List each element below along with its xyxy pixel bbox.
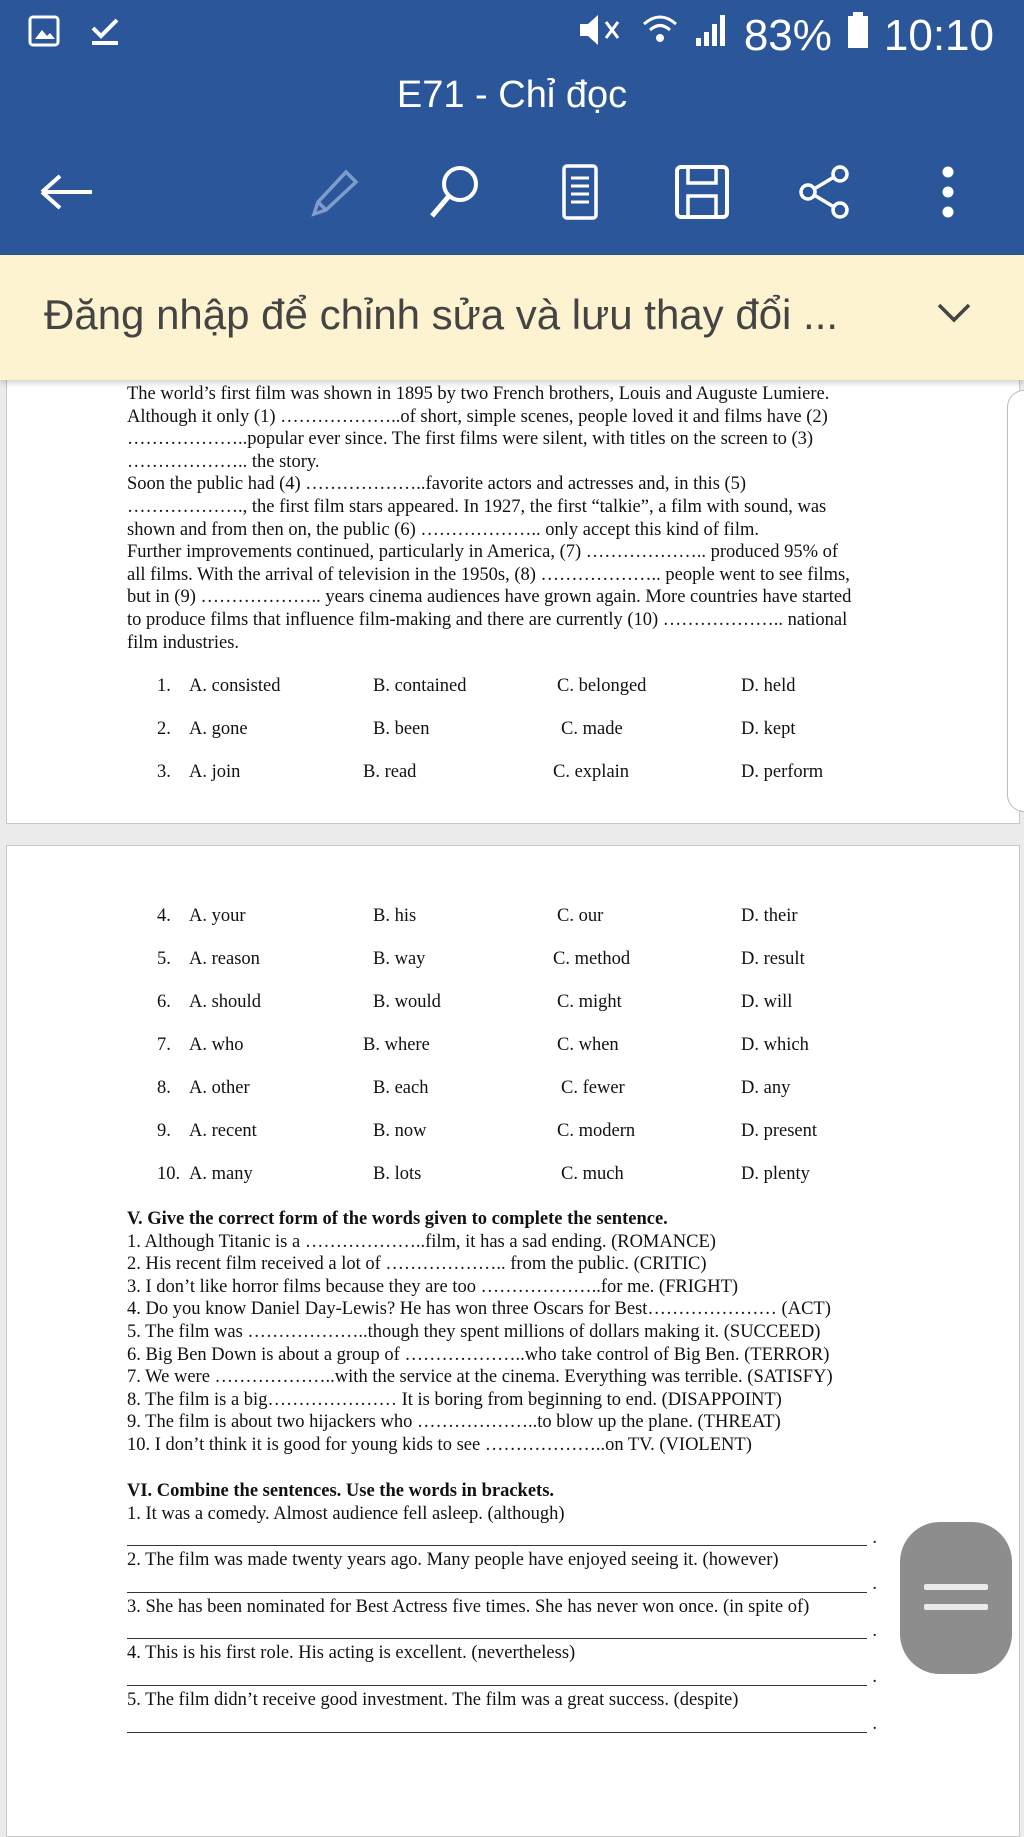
option-d: D. present: [741, 1121, 818, 1141]
answer-line: [127, 1525, 867, 1546]
option-c: C. fewer: [561, 1078, 625, 1098]
passage-line: ………………., the first film stars appeared. In 1927, the first “talkie”, a film with sound, was: [127, 496, 827, 517]
section-heading: V. Give the correct form of the words given to complete the sentence.: [127, 1209, 668, 1229]
option-b: B. way: [373, 949, 426, 969]
option-row: [157, 949, 937, 992]
option-c: C. when: [557, 1035, 619, 1055]
answer-line: [127, 1712, 867, 1733]
question-number: 5.: [157, 949, 171, 969]
answer-line: [127, 1618, 867, 1639]
option-d: D. plenty: [741, 1164, 810, 1184]
more-icon: [938, 162, 958, 227]
gallery-notification-icon: [28, 14, 62, 53]
exercise-item: 9. The film is about two hijackers who ………………..to blow up the plane. (THREAT): [127, 1412, 781, 1433]
passage-line: Although it only (1) ………………..of short, simple scenes, people loved it and films have (2): [127, 406, 828, 427]
exercise-item: 10. I don’t think it is good for young kids to see ………………..on TV. (VIOLENT): [127, 1434, 752, 1455]
exercise-item: 7. We were ………………..with the service at the cinema. Everything was terrible. (SATISFY): [127, 1367, 833, 1388]
option-d: D. their: [741, 906, 798, 926]
option-b: B. read: [363, 762, 417, 782]
question-number: 2.: [157, 719, 171, 739]
section-word-forms: [127, 1208, 957, 1457]
option-a: A. other: [189, 1078, 250, 1098]
option-d: D. kept: [741, 719, 796, 739]
option-c: C. might: [557, 992, 622, 1012]
option-c: C. made: [561, 719, 623, 739]
reading-view-icon: [558, 162, 602, 227]
option-c: C. belonged: [557, 676, 647, 696]
back-button[interactable]: [34, 162, 98, 226]
passage-line: to produce films that influence film-making and there are currently (10) ……………….. national: [127, 609, 848, 630]
question-number: 1.: [157, 676, 171, 696]
option-b: B. been: [373, 719, 430, 739]
passage-line: Further improvements continued, particularly in America, (7) ……………….. produced 95% of: [127, 542, 839, 563]
option-c: C. much: [561, 1164, 624, 1184]
search-icon: [426, 162, 486, 227]
option-d: D. perform: [741, 762, 824, 782]
passage-line: all films. With the arrival of television in the 1950s, (8) ……………….. people went to see films,: [127, 564, 850, 585]
app-header: [0, 0, 1024, 255]
option-a: A. recent: [189, 1121, 257, 1141]
options-list-page1: [157, 676, 937, 805]
pencil-icon: [306, 164, 362, 225]
toolbar: [0, 150, 1024, 230]
option-a: A. many: [189, 1164, 253, 1184]
option-row: [157, 1121, 937, 1164]
option-b: B. lots: [373, 1164, 422, 1184]
option-row: [157, 906, 937, 949]
passage-line: shown and from then on, the public (6) ……………….. only accept this kind of film.: [127, 519, 759, 540]
exercise-item: 5. The film didn’t receive good investment. The film was a great success. (despite): [127, 1689, 739, 1710]
chevron-down-icon: [936, 312, 972, 329]
option-row: [157, 1035, 937, 1078]
option-d: D. result: [741, 949, 805, 969]
option-a: A. who: [189, 1035, 244, 1055]
battery-percent: 83%: [743, 10, 832, 60]
option-row: [157, 719, 937, 762]
option-a: A. consisted: [189, 676, 281, 696]
exercise-item: 8. The film is a big………………… It is boring from beginning to end. (DISAPPOINT): [127, 1389, 782, 1410]
battery-icon: [846, 10, 870, 61]
option-c: C. our: [557, 906, 604, 926]
question-number: 4.: [157, 906, 171, 926]
option-b: B. now: [373, 1121, 427, 1141]
save-button[interactable]: [670, 162, 734, 226]
scroll-thumb[interactable]: [900, 1522, 1012, 1674]
passage-line: Soon the public had (4) ………………..favorite actors and actresses and, in this (5): [127, 474, 747, 495]
page-edge: [1007, 390, 1024, 812]
exercise-item: 1. Although Titanic is a ………………..film, it has a sad ending. (ROMANCE): [127, 1231, 716, 1252]
share-icon: [794, 162, 854, 227]
search-button[interactable]: [424, 162, 488, 226]
document-title: E71 - Chỉ đọc: [396, 74, 628, 116]
exercise-item: 1. It was a comedy. Almost audience fell asleep. (although): [127, 1503, 565, 1524]
signal-icon: [694, 10, 730, 61]
exercise-item: 2. His recent film received a lot of ……………….. from the public. (CRITIC): [127, 1254, 707, 1275]
option-c: C. modern: [557, 1121, 636, 1141]
answer-line: [127, 1572, 867, 1593]
option-d: D. will: [741, 992, 793, 1012]
exercise-item: 6. Big Ben Down is about a group of ………………..who take control of Big Ben. (TERROR): [127, 1344, 830, 1365]
sign-in-banner[interactable]: [0, 255, 1024, 380]
edit-button[interactable]: [302, 162, 366, 226]
reading-passage: [127, 383, 943, 654]
section-heading: VI. Combine the sentences. Use the words in brackets.: [127, 1481, 555, 1501]
option-d: D. held: [741, 676, 796, 696]
download-complete-icon: [88, 14, 122, 53]
exercise-item: 3. She has been nominated for Best Actress five times. She has never won once. (in spite of): [127, 1596, 810, 1617]
status-bar: [0, 0, 1024, 72]
option-row: [157, 1164, 937, 1207]
option-row: [157, 1078, 937, 1121]
grip-icon: [924, 1604, 988, 1610]
back-arrow-icon: [38, 172, 94, 217]
exercise-item: 4. This is his first role. His acting is excellent. (nevertheless): [127, 1643, 576, 1664]
section-combine-sentences: [127, 1480, 957, 1736]
passage-line: ……………….. the story.: [127, 451, 320, 472]
question-number: 3.: [157, 762, 171, 782]
option-a: A. join: [189, 762, 241, 782]
option-b: B. contained: [373, 676, 467, 696]
wifi-icon: [640, 10, 680, 61]
option-a: A. reason: [189, 949, 260, 969]
option-row: [157, 762, 937, 805]
option-b: B. each: [373, 1078, 429, 1098]
question-number: 9.: [157, 1121, 171, 1141]
document-page-1: [6, 330, 1020, 824]
mute-icon: [576, 10, 626, 61]
question-number: 6.: [157, 992, 171, 1012]
option-d: D. which: [741, 1035, 809, 1055]
clock: 10:10: [883, 10, 994, 60]
question-number: 10.: [157, 1164, 181, 1184]
question-number: 7.: [157, 1035, 171, 1055]
passage-line: ………………..popular ever since. The first films were silent, with titles on the screen to (3): [127, 429, 814, 450]
save-icon: [672, 162, 732, 227]
option-a: A. gone: [189, 719, 248, 739]
share-button[interactable]: [792, 162, 856, 226]
option-a: A. should: [189, 992, 261, 1012]
option-row: [157, 992, 937, 1035]
answer-line: [127, 1665, 867, 1686]
passage-line: but in (9) ……………….. years cinema audiences have grown again. More countries have started: [127, 587, 852, 608]
exercise-item: 4. Do you know Daniel Day-Lewis? He has won three Oscars for Best………………… (ACT): [127, 1299, 831, 1320]
grip-icon: [924, 1584, 988, 1590]
option-b: B. would: [373, 992, 441, 1012]
reading-view-button[interactable]: [548, 162, 612, 226]
option-a: A. your: [189, 906, 246, 926]
options-list-page2: [157, 906, 937, 1207]
option-row: [157, 676, 937, 719]
option-d: D. any: [741, 1078, 791, 1098]
passage-line: film industries.: [127, 632, 240, 653]
exercise-item: 5. The film was ………………..though they spent millions of dollars making it. (SUCCEED): [127, 1321, 821, 1342]
passage-line: The world’s first film was shown in 1895 by two French brothers, Louis and Auguste Lumiere.: [127, 384, 830, 404]
expand-banner-button[interactable]: [936, 301, 972, 330]
more-options-button[interactable]: [916, 162, 980, 226]
option-c: C. explain: [553, 762, 630, 782]
sign-in-message: Đăng nhập để chỉnh sửa và lưu thay đổi ...: [44, 291, 839, 338]
option-c: C. method: [553, 949, 631, 969]
exercise-item: 3. I don’t like horror films because they are too ………………..for me. (FRIGHT): [127, 1276, 739, 1297]
question-number: 8.: [157, 1078, 171, 1098]
document-page-2: [6, 845, 1020, 1837]
option-b: B. his: [373, 906, 417, 926]
exercise-item: 2. The film was made twenty years ago. Many people have enjoyed seeing it. (however): [127, 1550, 779, 1571]
option-b: B. where: [363, 1035, 430, 1055]
